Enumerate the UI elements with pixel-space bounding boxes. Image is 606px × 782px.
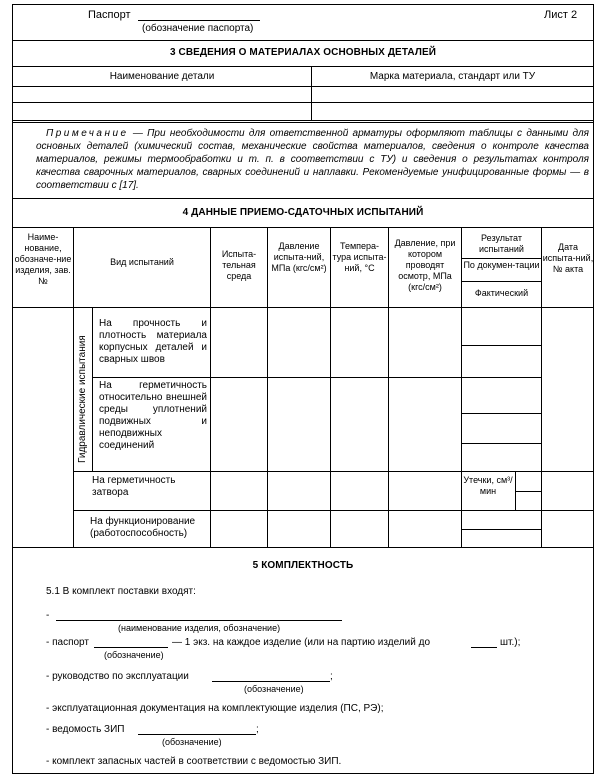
line2-end: шт.); [500, 637, 521, 648]
materials-cell[interactable] [312, 87, 594, 103]
materials-col-grade: Марка материала, стандарт или ТУ [312, 67, 594, 87]
col-temp-header: Темпера-тура испыта-ний, °С [332, 241, 387, 273]
tests-table [12, 227, 594, 548]
row-tightness-gate: На герметичность затвора [92, 475, 176, 498]
hydraulic-group-label: Гидравлические испытания [77, 335, 88, 463]
col-fact-header: Фактический [474, 288, 529, 298]
materials-col-part: Наименование детали [13, 67, 312, 87]
product-field[interactable] [56, 620, 342, 621]
line3-end: ; [330, 671, 333, 682]
note-bottom [12, 198, 594, 199]
col-medium-header: Испыта-тельная среда [221, 249, 257, 281]
materials-cell[interactable] [13, 87, 312, 103]
line6: - комплект запасных частей в соответствии с ведомостью ЗИП. [46, 756, 342, 767]
note-text: — При необходимости для ответственной арматуры оформляют таблицы с данными для основных деталей (химический состав, механические свойства материалов, сведения о контроле качества материалов, режимы термообработки и т. п. в соответствии с ТУ) и сведения о результатах контроля качества сварочных материалов, сварных соединений и наплавки. Рекомендуемые унифицированные формы — в соответствии с [17]. [36, 128, 589, 191]
manual-designation-field[interactable] [212, 681, 330, 682]
col-osmotr-header: Давление, при котором проводят осмотр, МПа (кгс/см²) [394, 238, 456, 292]
line2-label: - паспорт [46, 637, 89, 648]
completeness-intro: 5.1 В комплект поставки входят: [46, 586, 196, 597]
materials-cell[interactable] [312, 103, 594, 121]
zip-designation-field[interactable] [138, 734, 256, 735]
col-date-header: Дата испыта-ний, № акта [542, 242, 594, 274]
passport-field[interactable] [138, 20, 260, 21]
row-tightness-external: На герметичность относительно внешней среды уплотнений подвижных и неподвижных соединений [99, 380, 207, 451]
passport-designation-field[interactable] [94, 647, 168, 648]
materials-cell[interactable] [13, 103, 312, 121]
line2-middle: — 1 экз. на каждое изделие (или на партию изделий до [172, 637, 431, 648]
header-divider [12, 40, 594, 41]
passport-label: Паспорт [88, 9, 131, 21]
line5-caption: (обозначение) [162, 737, 222, 747]
line3-caption: (обозначение) [244, 684, 304, 694]
materials-table [12, 66, 594, 121]
passport-caption: (обозначение паспорта) [142, 23, 254, 34]
line5-label: - ведомость ЗИП [46, 724, 125, 735]
row-strength: На прочность и плотность материала корпусных деталей и сварных швов [99, 318, 207, 365]
col-pressure-header: Давление испыта-ний, МПа (кгс/см²) [271, 241, 327, 273]
line1-caption: (наименование изделия, обозначение) [118, 623, 281, 633]
note-prefix: Примечание [46, 128, 129, 139]
line4: - эксплуатационная документация на комплектующие изделия (ПС, РЭ); [46, 703, 384, 714]
section3-bottom [12, 122, 594, 123]
col-result-header: Результат испытаний [479, 233, 524, 254]
sheet-number: Лист 2 [544, 9, 578, 21]
col-docs-header: По докумен-тации [463, 260, 540, 270]
note-paragraph [36, 127, 589, 192]
line2-caption: (обозначение) [104, 650, 164, 660]
section3-title: 3 СВЕДЕНИЯ О МАТЕРИАЛАХ ОСНОВНЫХ ДЕТАЛЕЙ [169, 47, 437, 58]
row-functioning: На функционирование (работоспособность) [90, 516, 196, 539]
section5-title: 5 КОМПЛЕКТНОСТЬ [252, 560, 354, 571]
line5-end: ; [256, 724, 259, 735]
batch-size-field[interactable] [471, 647, 497, 648]
col-name-header: Наиме-нование, обозначе-ние изделия, зав. № [14, 232, 72, 286]
line3-label: - руководство по эксплуатации [46, 671, 189, 682]
line1-prefix: - [46, 610, 50, 621]
leak-label: Утечки, см³/мин [463, 475, 513, 496]
section4-title: 4 ДАННЫЕ ПРИЕМО-СДАТОЧНЫХ ИСПЫТАНИЙ [182, 207, 424, 218]
col-type-header: Вид испытаний [110, 257, 174, 267]
